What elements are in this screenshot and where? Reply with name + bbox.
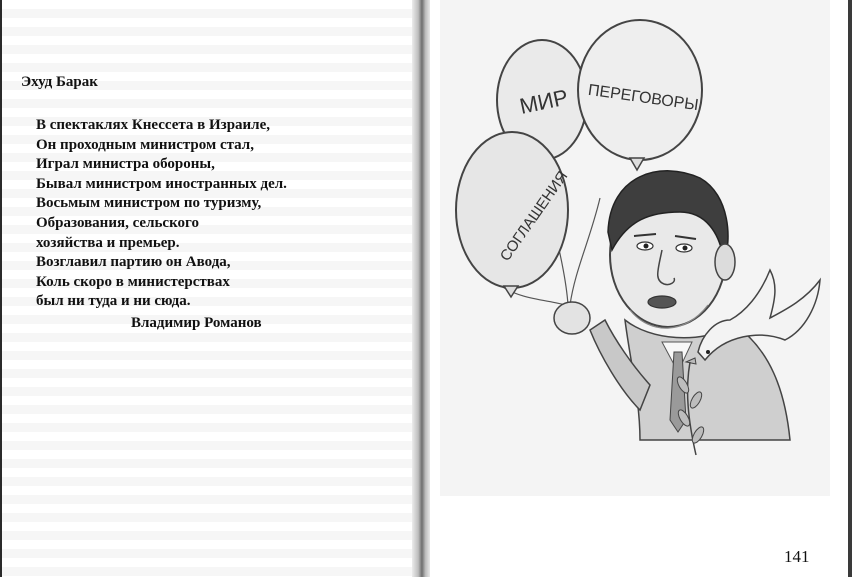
poem-text	[36, 116, 287, 312]
balloon-label: СОГЛАШЕНИЯ	[496, 168, 572, 265]
right-page	[430, 0, 848, 577]
page-border	[0, 0, 2, 577]
caricature-illustration	[440, 0, 830, 496]
poem-line: Образования, сельского	[36, 214, 199, 231]
page-number: 141	[784, 547, 810, 566]
poem-line: хозяйства и премьер.	[36, 234, 180, 251]
poem-line: Возглавил партию он Авода,	[36, 254, 231, 271]
left-page	[0, 0, 412, 577]
poem-title: Эхуд Барак	[21, 74, 98, 90]
poem-line: Он проходным министром стал,	[36, 136, 254, 153]
page-edge	[848, 0, 852, 577]
poem-line: Восьмым министром по туризму,	[36, 195, 262, 212]
poem-line: Бывал министром иностранных дел.	[36, 175, 287, 192]
poem-author: Владимир Романов	[131, 315, 262, 331]
caricature-drawing	[440, 0, 830, 496]
poem-line: был ни туда и ни сюда.	[36, 293, 191, 310]
poem-line: Коль скоро в министерствах	[36, 273, 230, 290]
poem-line: Играл министра обороны,	[36, 156, 215, 173]
balloon-label: МИР	[517, 84, 571, 119]
poem-line: В спектаклях Кнессета в Израиле,	[36, 117, 271, 133]
balloon-peregovory	[578, 20, 702, 170]
book-spine	[412, 0, 430, 577]
balloon-label: ПЕРЕГОВОРЫ	[586, 81, 700, 115]
balloon-soglasheniya	[456, 132, 571, 297]
